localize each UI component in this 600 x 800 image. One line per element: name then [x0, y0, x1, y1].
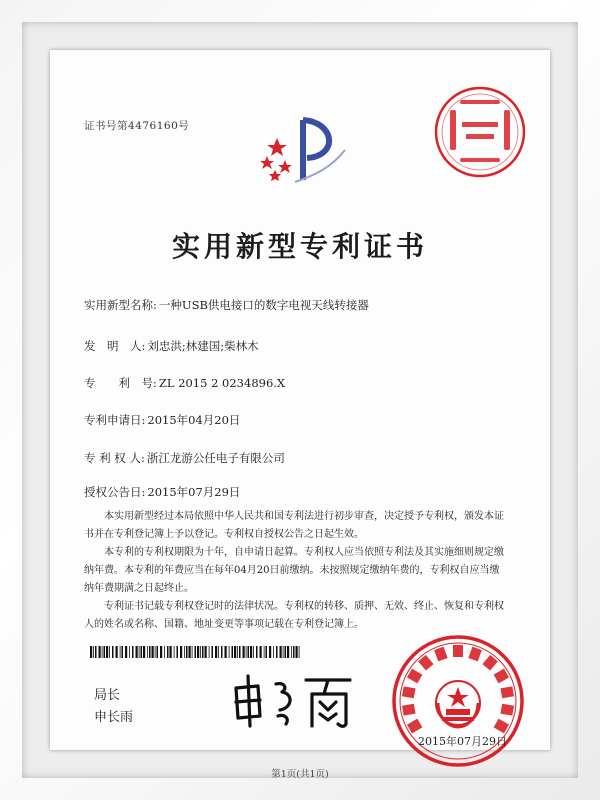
certificate-number: 证书号第4476160号 — [84, 120, 190, 132]
barcode-bar — [106, 646, 108, 658]
field-value: 2015年07月29日 — [147, 485, 241, 499]
barcode-bar — [139, 646, 140, 658]
barcode-bar — [283, 646, 284, 658]
barcode-bar — [225, 646, 227, 658]
field-value: 一种USB供电接口的数字电视天线转接器 — [158, 298, 369, 312]
barcode-bar — [209, 646, 210, 658]
agency-seal-icon — [430, 82, 530, 182]
barcode-bar — [237, 646, 238, 658]
barcode-bar — [112, 646, 114, 658]
field-label: 实用新型名称: — [84, 298, 157, 312]
field-label: 专 利 号: — [84, 376, 157, 390]
field-patent-number — [84, 375, 285, 391]
barcode-bar — [189, 646, 191, 658]
barcode-bar — [266, 646, 268, 658]
field-label: 发 明 人: — [84, 339, 146, 353]
barcode-bar — [234, 646, 236, 658]
barcode-bar — [243, 646, 245, 658]
barcode-bar — [120, 646, 121, 658]
barcode-bar — [164, 646, 165, 658]
barcode-bar — [129, 646, 130, 658]
field-value: 刘忠洪;林建国;柴林木 — [147, 339, 259, 353]
barcode-bar — [253, 646, 254, 658]
barcode-bar — [147, 646, 148, 658]
barcode-bar — [149, 646, 151, 658]
field-value: 浙江龙游公任电子有限公司 — [146, 451, 285, 465]
barcode — [90, 646, 300, 658]
field-label: 授权公告日: — [84, 485, 146, 499]
barcode-bar — [157, 646, 159, 658]
field-grant-date — [84, 484, 240, 500]
barcode-bar — [248, 646, 250, 658]
barcode-bar — [95, 646, 97, 658]
barcode-bar — [280, 646, 282, 658]
signatory-name: 申长雨 — [94, 710, 134, 725]
barcode-bar — [177, 646, 179, 658]
barcode-bar — [276, 646, 278, 658]
barcode-bar — [104, 646, 106, 658]
barcode-bar — [186, 646, 188, 658]
page-number: 第1页(共1页) — [271, 769, 329, 780]
barcode-bar — [116, 646, 118, 658]
signatory-title: 局长 — [94, 688, 121, 703]
barcode-bar — [218, 646, 219, 658]
barcode-bar — [269, 646, 271, 658]
barcode-bar — [180, 646, 182, 658]
field-value: ZL 2015 2 0234896.X — [158, 376, 286, 390]
field-label: 专 利 权 人: — [84, 451, 145, 465]
body-paragraph: 本专利的专利权期限为十年，自申请日起算。专利权人应当依照专利法及其实施细则规定缴纳年费。本专利的年费应当在每年04月20日前缴纳。未按照规定缴纳年费的，专利权自应当缴纳年费期满之日起终止。 — [84, 547, 504, 594]
barcode-bar — [141, 646, 143, 658]
certificate-body — [84, 508, 504, 634]
barcode-bar — [264, 646, 265, 658]
barcode-bar — [246, 646, 247, 658]
barcode-bar — [291, 646, 292, 658]
certificate-paper — [50, 50, 550, 780]
barcode-bar — [250, 646, 252, 658]
field-utility-model-name — [84, 297, 369, 313]
barcode-bar — [195, 646, 197, 658]
barcode-bar — [99, 646, 101, 658]
barcode-bar — [197, 646, 199, 658]
barcode-bar — [229, 646, 230, 658]
barcode-bar — [260, 646, 262, 658]
barcode-bar — [174, 646, 175, 658]
barcode-bar — [122, 646, 124, 658]
barcode-bar — [299, 646, 300, 658]
barcode-bar — [293, 646, 295, 658]
barcode-bar — [102, 646, 103, 658]
barcode-bar — [143, 646, 145, 658]
seal-date: 2015年07月29日 — [418, 735, 507, 748]
barcode-bar — [155, 646, 156, 658]
barcode-bar — [125, 646, 127, 658]
field-inventors — [84, 338, 259, 354]
barcode-bar — [132, 646, 134, 658]
body-paragraph: 专利证书记载专利权登记时的法律状况。专利权的转移、质押、无效、终止、恢复和专利权人的姓名或名称、国籍、地址变更等事项记载在专利登记簿上。 — [84, 601, 504, 630]
barcode-bar — [90, 646, 92, 658]
barcode-bar — [167, 646, 169, 658]
barcode-bar — [184, 646, 185, 658]
barcode-bar — [200, 646, 201, 658]
field-label: 专利申请日: — [84, 413, 146, 427]
barcode-bar — [232, 646, 234, 658]
barcode-bar — [285, 646, 287, 658]
barcode-bar — [273, 646, 274, 658]
body-paragraph: 本实用新型经过本局依照中华人民共和国专利法进行初步审查，决定授予专利权，颁发本证书并在专利登记簿上予以登记。专利权自授权公告之日起生效。 — [84, 511, 504, 540]
barcode-bar — [212, 646, 214, 658]
barcode-bar — [170, 646, 172, 658]
handwritten-signature — [228, 670, 358, 730]
field-application-date — [84, 412, 240, 428]
barcode-bar — [109, 646, 110, 658]
barcode-bar — [256, 646, 258, 658]
barcode-bar — [160, 646, 162, 658]
barcode-bar — [287, 646, 289, 658]
field-patentee — [84, 450, 285, 466]
certificate-title: 实用新型专利证书 — [171, 230, 428, 263]
barcode-bar — [205, 646, 207, 658]
barcode-bar — [215, 646, 217, 658]
barcode-bar — [152, 646, 154, 658]
barcode-bar — [192, 646, 193, 658]
sipo-emblem-icon — [255, 112, 350, 192]
barcode-bar — [239, 646, 241, 658]
barcode-bar — [136, 646, 138, 658]
barcode-bar — [296, 646, 298, 658]
barcode-bar — [202, 646, 204, 658]
barcode-bar — [221, 646, 223, 658]
field-value: 2015年04月20日 — [147, 413, 241, 427]
barcode-bar — [93, 646, 94, 658]
